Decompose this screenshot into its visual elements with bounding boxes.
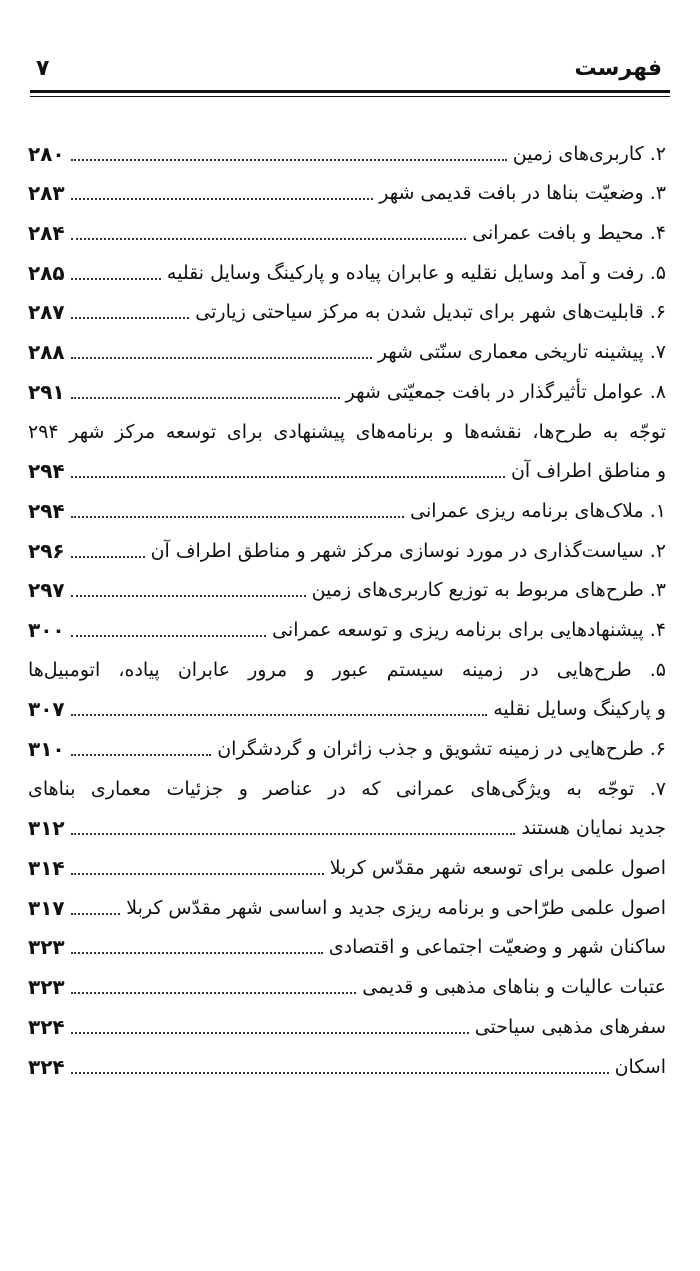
toc-entry <box>28 259 666 287</box>
toc-entry <box>28 457 666 485</box>
toc-page-number: ۲۹۷ <box>28 578 65 603</box>
leader-dots <box>71 278 161 280</box>
leader-dots <box>71 159 507 161</box>
toc-row <box>28 366 666 406</box>
toc-row <box>28 723 666 763</box>
toc-page-number: ۲۸۵ <box>28 260 65 285</box>
header-rule-thin <box>30 96 670 97</box>
leader-dots <box>71 913 121 915</box>
toc-entry <box>28 576 666 604</box>
toc-entry-title: ۷. توجّه به ویژگی‌های عمرانی که در عناصر و جزئیات معماری بناهای <box>28 777 666 800</box>
toc-page-number: ۲۸۳ <box>28 181 65 206</box>
toc-row <box>28 922 666 962</box>
leader-dots <box>71 595 306 597</box>
leader-dots <box>71 476 505 478</box>
toc-row <box>28 525 666 565</box>
toc-page-number: ۲۸۴ <box>28 221 65 246</box>
toc-entry-title: و پارکینگ وسایل نقلیه <box>493 698 666 721</box>
toc-row <box>28 485 666 525</box>
toc-entry-title: جدید نمایان هستند <box>521 817 666 840</box>
toc-entry <box>28 338 666 366</box>
toc-row <box>28 763 666 803</box>
toc-page-number: ۳۱۲ <box>28 816 65 841</box>
toc-row <box>28 882 666 922</box>
toc-row <box>28 1001 666 1041</box>
toc-entry-title: توجّه به طرح‌ها، نقشه‌ها و برنامه‌های پیشنهادی برای توسعه مرکز شهر ۲۹۴ <box>28 420 666 443</box>
toc-entry <box>28 1053 666 1081</box>
leader-dots <box>71 635 266 637</box>
leader-dots <box>71 873 324 875</box>
header-rule-thick <box>30 90 670 93</box>
toc-row <box>28 446 666 486</box>
leader-dots <box>71 357 372 359</box>
toc-page-number: ۲۹۶ <box>28 538 65 563</box>
toc-entry-title: ۵. رفت و آمد وسایل نقلیه و عابران پیاده و پارکینگ وسایل نقلیه <box>166 261 666 284</box>
toc-page-number: ۳۲۳ <box>28 935 65 960</box>
toc-entry-title: اسکان <box>614 1055 666 1078</box>
toc-page-number: ۳۰۷ <box>28 697 65 722</box>
toc-row <box>28 168 666 208</box>
toc-row <box>28 644 666 684</box>
toc-row <box>28 842 666 882</box>
toc-entry <box>28 616 666 644</box>
toc-row <box>28 565 666 605</box>
toc-row <box>28 287 666 327</box>
toc-entry-title: ۳. وضعیّت بناها در بافت قدیمی شهر <box>379 182 666 205</box>
toc-entry <box>28 973 666 1001</box>
toc-row <box>28 1041 666 1081</box>
toc-entry <box>28 298 666 326</box>
toc-row <box>28 326 666 366</box>
leader-dots <box>71 238 467 240</box>
toc-page-number: ۳۲۳ <box>28 975 65 1000</box>
leader-dots <box>71 833 516 835</box>
leader-dots <box>71 714 488 716</box>
toc-page-number: ۳۱۷ <box>28 895 65 920</box>
toc-row <box>28 684 666 724</box>
toc-entry <box>28 219 666 247</box>
toc-page-number: ۲۹۱ <box>28 379 65 404</box>
toc-entry <box>28 894 666 922</box>
toc-entry <box>28 179 666 207</box>
toc-entry <box>28 735 666 763</box>
leader-dots <box>71 317 190 319</box>
toc-page-number: ۲۸۷ <box>28 300 65 325</box>
toc-row <box>28 406 666 446</box>
toc-entry-title: ۴. پیشنهادهایی برای برنامه ریزی و توسعه عمرانی <box>272 618 666 641</box>
toc-entry <box>28 537 666 565</box>
toc-page-number: ۳۱۰ <box>28 737 65 761</box>
leader-dots <box>71 198 374 200</box>
toc-entry <box>28 378 666 406</box>
toc-entry-title: ۶. قابلیت‌های شهر برای تبدیل شدن به مرکز سیاحتی زیارتی <box>195 301 666 324</box>
toc-entry-title: ۱. ملاک‌های برنامه ریزی عمرانی <box>410 499 666 522</box>
toc-entry-title: ۶. طرح‌هایی در زمینه تشویق و جذب زائران و گردشگران <box>217 738 666 760</box>
toc-entry-title: ۵. طرح‌هایی در زمینه سیستم عبور و مرور عابران پیاده، اتومبیل‌ها <box>28 658 666 681</box>
toc-page-number: ۲۹۴ <box>28 459 65 484</box>
table-of-contents <box>28 128 666 1081</box>
toc-entry <box>28 695 666 723</box>
leader-dots <box>71 992 357 994</box>
toc-entry <box>28 854 666 882</box>
page-number: ۷ <box>36 56 50 81</box>
toc-entry <box>28 140 666 168</box>
toc-entry-title: و مناطق اطراف آن <box>510 460 666 483</box>
toc-row <box>28 604 666 644</box>
leader-dots <box>71 516 405 518</box>
toc-entry <box>28 933 666 961</box>
toc-entry-title: ساکنان شهر و وضعیّت اجتماعی و اقتصادی <box>328 936 666 959</box>
toc-page-number: ۲۹۴ <box>28 498 65 523</box>
toc-row <box>28 247 666 287</box>
leader-dots <box>71 754 212 756</box>
toc-entry-title: اصول علمی برای توسعه شهر مقدّس کربلا <box>329 857 666 880</box>
leader-dots <box>71 1032 469 1034</box>
header-title: فهرست <box>574 56 662 81</box>
toc-entry-title: ۴. محیط و بافت عمرانی <box>472 222 666 245</box>
leader-dots <box>71 952 323 954</box>
toc-entry <box>28 497 666 525</box>
toc-page-number: ۲۸۸ <box>28 340 65 365</box>
toc-entry-title: ۲. سیاست‌گذاری در مورد نوسازی مرکز شهر و مناطق اطراف آن <box>150 539 666 562</box>
page-header <box>30 52 670 88</box>
toc-entry-title: ۸. عوامل تأثیرگذار در بافت جمعیّتی شهر <box>345 380 666 403</box>
leader-dots <box>71 556 145 558</box>
toc-entry-title: ۳. طرح‌های مربوط به توزیع کاربری‌های زمین <box>311 579 666 602</box>
toc-row <box>28 207 666 247</box>
leader-dots <box>71 1072 609 1074</box>
toc-entry-title: سفرهای مذهبی سیاحتی <box>474 1015 666 1038</box>
toc-page-number: ۳۰۰ <box>28 617 65 642</box>
toc-entry-title: عتبات عالیات و بناهای مذهبی و قدیمی <box>362 976 666 999</box>
toc-row <box>28 128 666 168</box>
toc-entry <box>28 814 666 842</box>
toc-page-number: ۳۲۴ <box>28 1054 65 1079</box>
leader-dots <box>71 397 340 399</box>
toc-page-number: ۳۲۴ <box>28 1014 65 1039</box>
toc-entry-title: ۲. کاربری‌های زمین <box>512 142 666 165</box>
toc-entry-title: اصول علمی طرّاحی و برنامه ریزی جدید و اساسی شهر مقدّس کربلا <box>126 896 666 919</box>
toc-row <box>28 803 666 843</box>
toc-page-number: ۲۸۰ <box>28 141 65 166</box>
toc-entry <box>28 1013 666 1041</box>
toc-entry-title: ۷. پیشینه تاریخی معماری سنّتی شهر <box>377 341 666 364</box>
toc-row <box>28 961 666 1001</box>
toc-page-number: ۳۱۴ <box>28 856 65 881</box>
